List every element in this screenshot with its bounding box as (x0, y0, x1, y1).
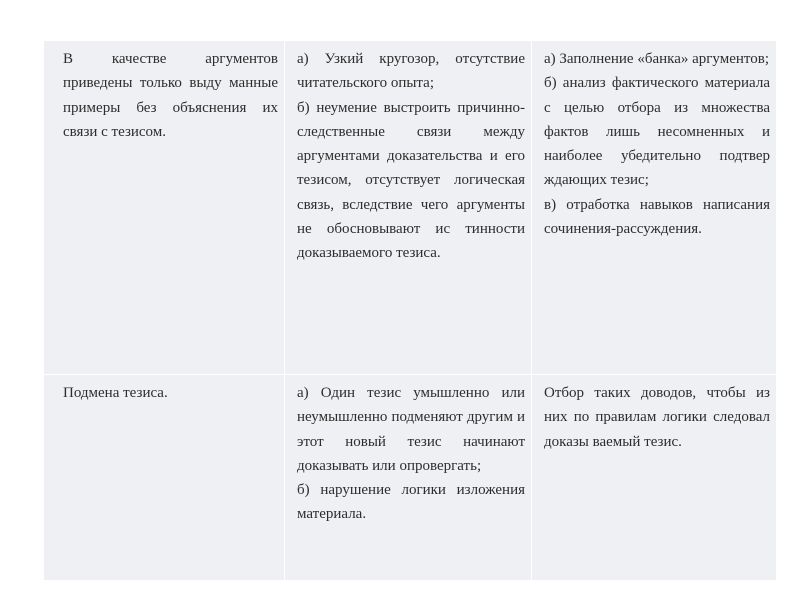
cell-paragraph: б) нарушение логики изложения материала. (297, 482, 525, 523)
cell-paragraph: б) неумение выстроить причинно- следственные связи между аргументами доказательства и его тезисом, отсутствует логическая связь, вследствие чего аргументы не обосновывают ис тинности доказываемого тезиса. (297, 99, 525, 262)
table-cell-solution (532, 375, 777, 581)
cell-paragraph: а) Узкий кругозор, отсутствие читательского опыта; (297, 51, 525, 92)
cell-paragraph: В качестве аргументов приведены только выду манные примеры без объяснения их связи с тезисом. (63, 51, 278, 140)
table-cell-cause (285, 41, 532, 375)
cell-paragraph: Подмена тезиса. (63, 385, 168, 401)
table-row (44, 41, 777, 375)
table-cell-problem (44, 375, 285, 581)
table-row (44, 375, 777, 581)
content-table (43, 40, 777, 581)
table-cell-solution (532, 41, 777, 375)
cell-paragraph: а) Один тезис умышленно или неумышленно подменяют другим и этот новый тезис начинают доказывать или опровергать; (297, 385, 525, 474)
cell-paragraph: б) анализ фактического материала с целью отбора из множества фактов лишь несомненных и наиболее убедительно подтвер ждающих тезис; (544, 75, 770, 189)
cell-paragraph: Отбор таких доводов, чтобы из них по правилам логики следовал доказы ваемый тезис. (544, 385, 770, 450)
table-cell-problem (44, 41, 285, 375)
table-cell-cause (285, 375, 532, 581)
cell-paragraph: в) отработка навыков написания сочинения-рассуждения. (544, 196, 770, 238)
cell-paragraph: а) Заполнение «банка» аргументов; (544, 51, 770, 67)
